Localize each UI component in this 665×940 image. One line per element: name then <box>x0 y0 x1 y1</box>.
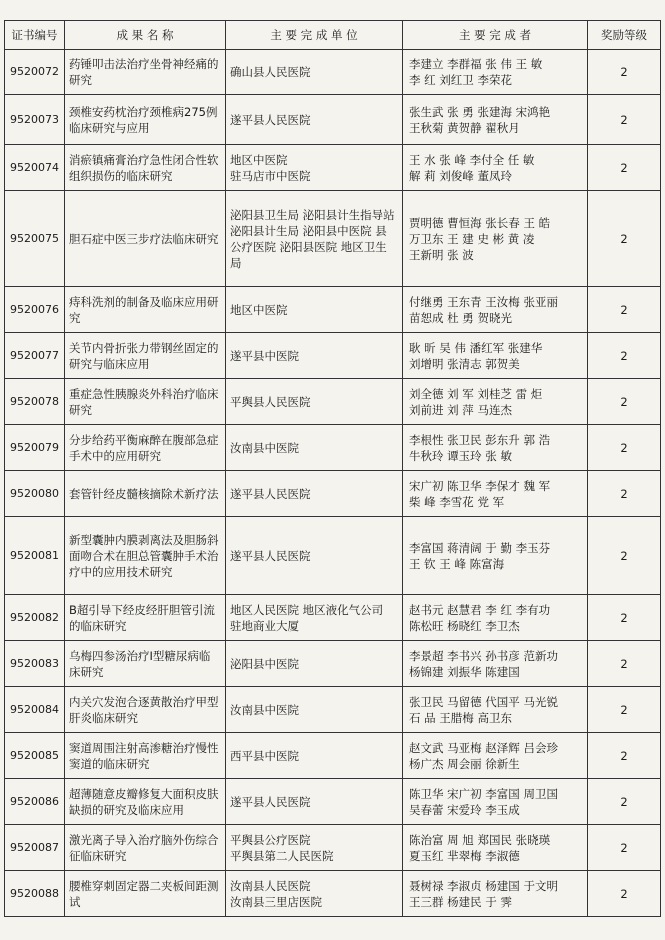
people-cell: 赵书元 赵慧君 李 红 李有功 陈松旺 杨晓红 李卫杰 <box>403 595 588 641</box>
people-cell: 赵文武 马亚梅 赵泽辉 吕会珍 杨广杰 周会丽 徐新生 <box>403 733 588 779</box>
unit-cell: 平舆县人民医院 <box>226 379 403 425</box>
project-name-cell: 腰椎穿刺固定器二夹板间距测试 <box>65 871 226 917</box>
people-cell: 耿 昕 吴 伟 潘红军 张建华 刘增明 张清志 郭贺美 <box>403 333 588 379</box>
award-level-cell: 2 <box>588 287 661 333</box>
award-level-cell: 2 <box>588 871 661 917</box>
cert-id-cell: 9520088 <box>5 871 65 917</box>
unit-cell: 泌阳县中医院 <box>226 641 403 687</box>
cert-id-cell: 9520074 <box>5 145 65 191</box>
project-name-cell: 颈椎安药枕治疗颈椎病275例临床研究与应用 <box>65 95 226 145</box>
award-level-cell: 2 <box>588 517 661 595</box>
table-row <box>5 50 661 95</box>
unit-cell: 地区中医院 <box>226 287 403 333</box>
header-project-name: 成 果 名 称 <box>65 21 226 50</box>
cert-id-cell: 9520077 <box>5 333 65 379</box>
header-award-level: 奖励等级 <box>588 21 661 50</box>
header-row <box>5 21 661 50</box>
cert-id-cell: 9520084 <box>5 687 65 733</box>
unit-cell: 泌阳县卫生局 泌阳县计生指导站 泌阳县计生局 泌阳县中医院 县公疗医院 泌阳县医院 地区卫生局 <box>226 191 403 287</box>
table-row <box>5 471 661 517</box>
award-level-cell: 2 <box>588 145 661 191</box>
table-row <box>5 779 661 825</box>
unit-cell: 遂平县人民医院 <box>226 517 403 595</box>
table-row <box>5 379 661 425</box>
award-level-cell: 2 <box>588 825 661 871</box>
project-name-cell: 窦道周围注射高渗糖治疗慢性窦道的临床研究 <box>65 733 226 779</box>
header-people: 主 要 完 成 者 <box>403 21 588 50</box>
unit-cell: 西平县中医院 <box>226 733 403 779</box>
unit-cell: 地区中医院 驻马店市中医院 <box>226 145 403 191</box>
cert-id-cell: 9520072 <box>5 50 65 95</box>
unit-cell: 平舆县公疗医院 平舆县第二人民医院 <box>226 825 403 871</box>
award-level-cell: 2 <box>588 595 661 641</box>
table-row <box>5 333 661 379</box>
unit-cell: 遂平县人民医院 <box>226 779 403 825</box>
cert-id-cell: 9520078 <box>5 379 65 425</box>
cert-id-cell: 9520075 <box>5 191 65 287</box>
people-cell: 王 水 张 峰 李付全 任 敏 解 莉 刘俊峰 董凤玲 <box>403 145 588 191</box>
header-cert-id: 证书编号 <box>5 21 65 50</box>
project-name-cell: 内关穴发泡合逐黄散治疗甲型肝炎临床研究 <box>65 687 226 733</box>
project-name-cell: 关节内骨折张力带钢丝固定的研究与临床应用 <box>65 333 226 379</box>
people-cell: 宋广初 陈卫华 李保才 魏 军 柴 峰 李雪花 党 军 <box>403 471 588 517</box>
award-level-cell: 2 <box>588 333 661 379</box>
unit-cell: 汝南县人民医院 汝南县三里店医院 <box>226 871 403 917</box>
cert-id-cell: 9520083 <box>5 641 65 687</box>
project-name-cell: B超引导下经皮经肝胆管引流的临床研究 <box>65 595 226 641</box>
table-row <box>5 95 661 145</box>
cert-id-cell: 9520085 <box>5 733 65 779</box>
unit-cell: 遂平县人民医院 <box>226 471 403 517</box>
cert-id-cell: 9520076 <box>5 287 65 333</box>
table-row <box>5 595 661 641</box>
cert-id-cell: 9520079 <box>5 425 65 471</box>
table-row <box>5 871 661 917</box>
table-row <box>5 191 661 287</box>
award-level-cell: 2 <box>588 471 661 517</box>
project-name-cell: 痔科洗剂的制备及临床应用研究 <box>65 287 226 333</box>
cert-id-cell: 9520086 <box>5 779 65 825</box>
project-name-cell: 超薄随意皮瓣修复大面积皮肤缺损的研究及临床应用 <box>65 779 226 825</box>
unit-cell: 地区人民医院 地区液化气公司 驻地商业大厦 <box>226 595 403 641</box>
table-row <box>5 733 661 779</box>
people-cell: 刘全德 刘 军 刘桂芝 雷 炬 刘前进 刘 萍 马连杰 <box>403 379 588 425</box>
table-row <box>5 825 661 871</box>
people-cell: 李富国 蒋清阔 于 勤 李玉芬 王 钦 王 峰 陈富海 <box>403 517 588 595</box>
project-name-cell: 重症急性胰腺炎外科治疗临床研究 <box>65 379 226 425</box>
award-level-cell: 2 <box>588 687 661 733</box>
table-row <box>5 287 661 333</box>
people-cell: 李根性 张卫民 彭东升 郭 浩 牛秋玲 谭玉玲 张 敏 <box>403 425 588 471</box>
cert-id-cell: 9520082 <box>5 595 65 641</box>
unit-cell: 汝南县中医院 <box>226 687 403 733</box>
project-name-cell: 激光离子导入治疗脑外伤综合征临床研究 <box>65 825 226 871</box>
award-level-cell: 2 <box>588 50 661 95</box>
cert-id-cell: 9520073 <box>5 95 65 145</box>
table-row <box>5 517 661 595</box>
people-cell: 张生武 张 勇 张建海 宋鸿艳 王秋菊 黄贺静 翟秋月 <box>403 95 588 145</box>
project-name-cell: 分步给药平衡麻醉在腹部急症手术中的应用研究 <box>65 425 226 471</box>
awards-table <box>4 20 661 917</box>
table-row <box>5 641 661 687</box>
table-row <box>5 687 661 733</box>
project-name-cell: 胆石症中医三步疗法临床研究 <box>65 191 226 287</box>
unit-cell: 遂平县人民医院 <box>226 95 403 145</box>
unit-cell: 确山县人民医院 <box>226 50 403 95</box>
project-name-cell: 药锤叩击法治疗坐骨神经痛的研究 <box>65 50 226 95</box>
unit-cell: 汝南县中医院 <box>226 425 403 471</box>
award-level-cell: 2 <box>588 425 661 471</box>
project-name-cell: 新型囊肿内膜剥离法及胆肠斜面吻合术在胆总管囊肿手术治疗中的应用技术研究 <box>65 517 226 595</box>
people-cell: 贾明德 曹恒海 张长春 王 皓 万卫东 王 建 史 彬 黄 凌 王新明 张 波 <box>403 191 588 287</box>
people-cell: 陈治富 周 旭 郑国民 张晓瑛 夏玉红 芈翠梅 李淑德 <box>403 825 588 871</box>
cert-id-cell: 9520080 <box>5 471 65 517</box>
cert-id-cell: 9520087 <box>5 825 65 871</box>
people-cell: 李建立 李群福 张 伟 王 敏 李 红 刘红卫 李荣花 <box>403 50 588 95</box>
award-level-cell: 2 <box>588 779 661 825</box>
people-cell: 张卫民 马留德 代国平 马光锐 石 品 王腊梅 高卫东 <box>403 687 588 733</box>
project-name-cell: 消瘀镇痛膏治疗急性闭合性软组织损伤的临床研究 <box>65 145 226 191</box>
table-row <box>5 425 661 471</box>
cert-id-cell: 9520081 <box>5 517 65 595</box>
project-name-cell: 套管针经皮髓核摘除术新疗法 <box>65 471 226 517</box>
header-unit: 主 要 完 成 单 位 <box>226 21 403 50</box>
project-name-cell: 乌梅四参汤治疗Ⅰ型糖尿病临床研究 <box>65 641 226 687</box>
people-cell: 李景超 李书兴 孙书彦 范新功 杨锦建 刘振华 陈建国 <box>403 641 588 687</box>
award-level-cell: 2 <box>588 733 661 779</box>
table-row <box>5 145 661 191</box>
people-cell: 聂树禄 李淑贞 杨建国 于文明 王三群 杨建民 于 霁 <box>403 871 588 917</box>
people-cell: 陈卫华 宋广初 李富国 周卫国 吴春蕾 宋爱玲 李玉成 <box>403 779 588 825</box>
people-cell: 付继勇 王东青 王汝梅 张亚丽 苗恕成 杜 勇 贺晓光 <box>403 287 588 333</box>
award-level-cell: 2 <box>588 379 661 425</box>
unit-cell: 遂平县中医院 <box>226 333 403 379</box>
award-level-cell: 2 <box>588 641 661 687</box>
award-level-cell: 2 <box>588 95 661 145</box>
award-level-cell: 2 <box>588 191 661 287</box>
